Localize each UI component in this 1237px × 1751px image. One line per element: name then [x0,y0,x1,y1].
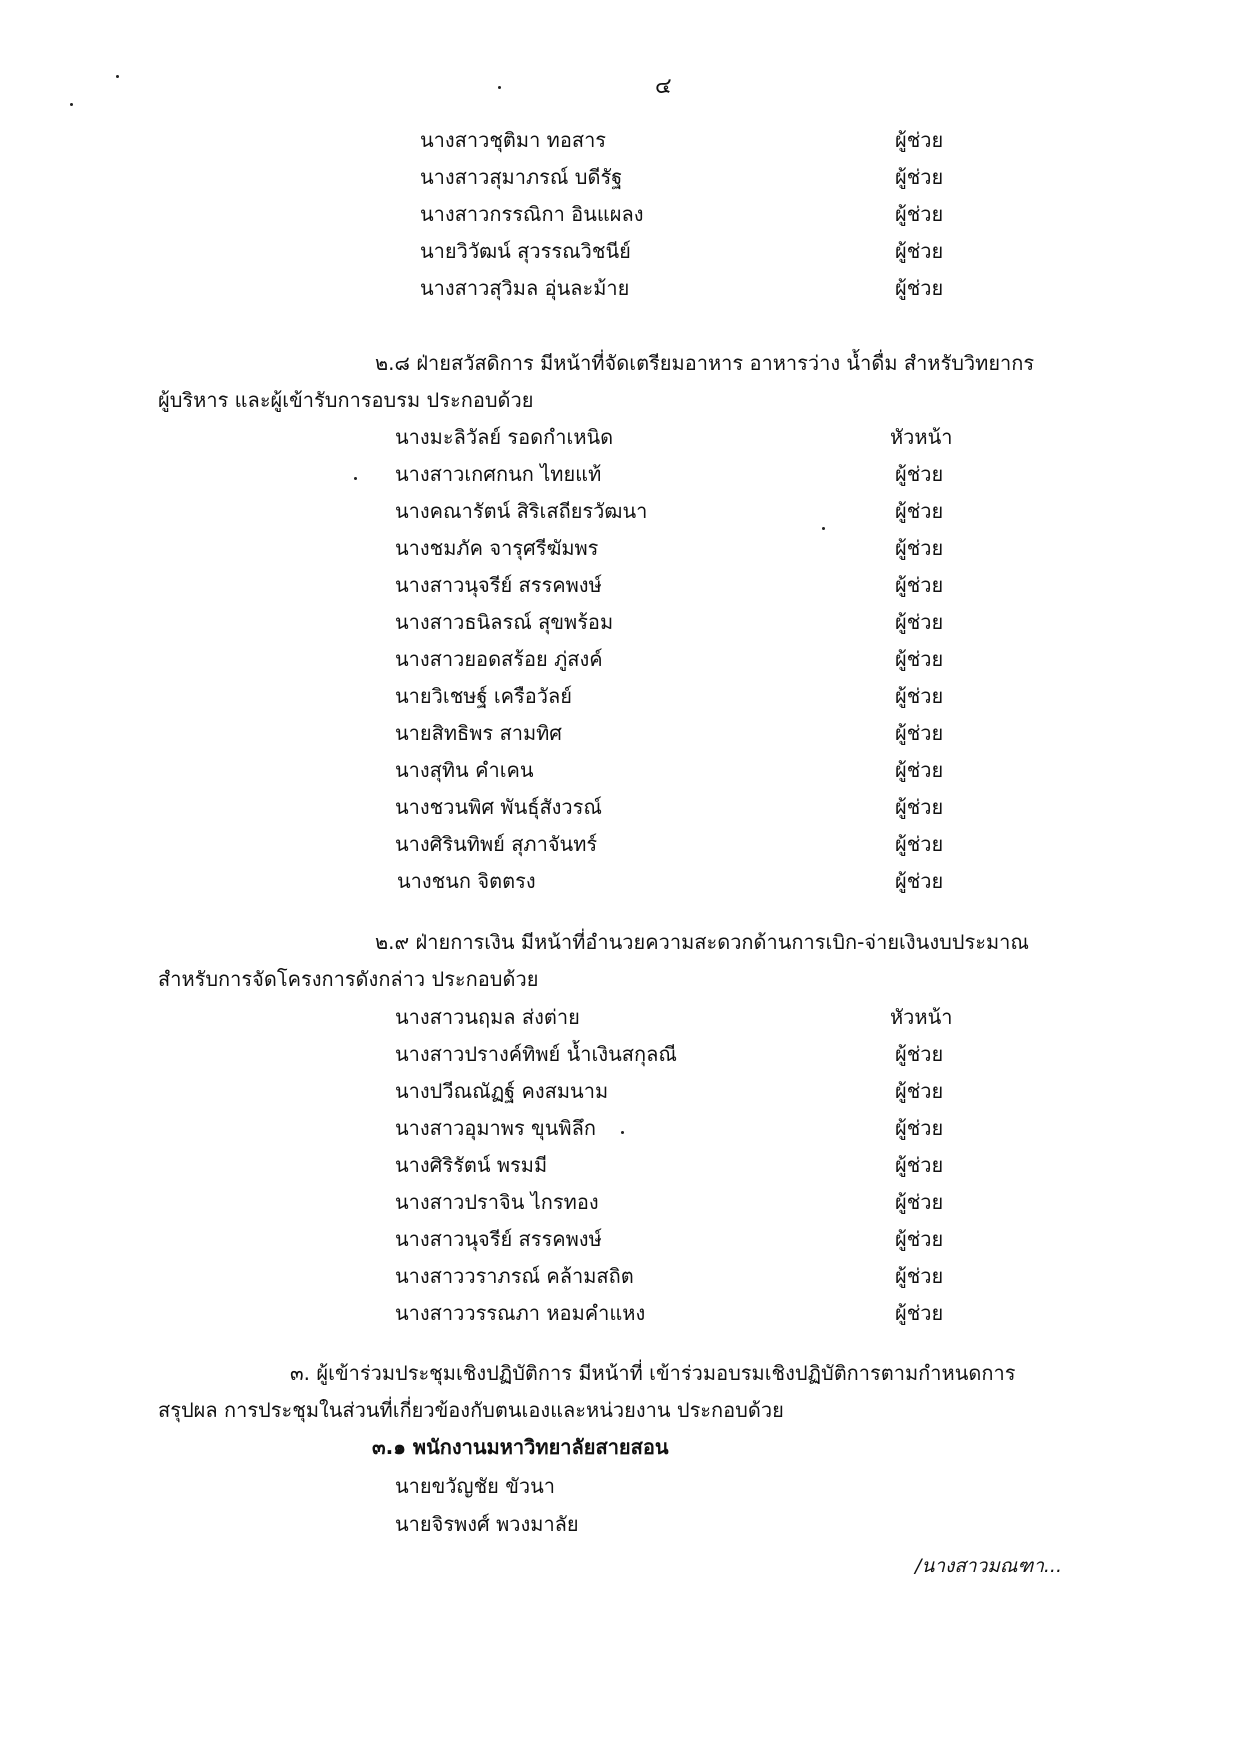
member-name: นางสาวปราจิน ไกรทอง [395,1190,599,1214]
member-role: ผู้ช่วย [895,165,944,189]
section-3-heading: ๓. ผู้เข้าร่วมประชุมเชิงปฏิบัติการ มีหน้าที่ เข้าร่วมอบรมเชิงปฏิบัติการตามกำหนดการ [290,1361,1016,1385]
list-item: นายขวัญชัย ขัวนา [395,1474,556,1498]
member-name: นางสาวชุติมา ทอสาร [420,128,607,152]
section-3-1-heading: ๓.๑ พนักงานมหาวิทยาลัยสายสอน [372,1435,669,1459]
list-item [0,754,1237,786]
member-name: นายสิทธิพร สามทิศ [395,721,563,745]
list-item [0,1186,1237,1218]
member-name: นายวิวัฒน์ สุวรรณวิชนีย์ [420,239,631,263]
member-role: ผู้ช่วย [895,1301,944,1325]
member-name: นางปวีณณัฏฐ์ คงสมนาม [395,1079,609,1103]
scan-speck [116,75,119,78]
list-item [0,1149,1237,1181]
member-name: นางคณารัตน์ สิริเสถียรวัฒนา [395,499,648,523]
member-name: นางสาวอุมาพร ขุนพิลึก [395,1116,596,1140]
member-role: ผู้ช่วย [895,499,944,523]
continuation-note: /นางสาวมณฑา... [915,1555,1062,1577]
member-name: นางสาววรรณภา หอมคำแหง [395,1301,646,1325]
member-name: นางชวนพิศ พันธุ์สังวรณ์ [395,795,602,819]
list-item [0,643,1237,675]
member-role: ผู้ช่วย [895,202,944,226]
list-item [0,791,1237,823]
list-item [0,272,1237,304]
list-item [0,458,1237,490]
member-name: นางสาวนุจรีย์ สรรคพงษ์ [395,1227,602,1251]
list-item [0,1038,1237,1070]
list-item [0,680,1237,712]
member-role: หัวหน้า [890,425,953,449]
list-item [0,1075,1237,1107]
list-item [0,124,1237,156]
list-item [0,161,1237,193]
member-role: ผู้ช่วย [895,1264,944,1288]
member-name: นางศิรินทิพย์ สุภาจันทร์ [395,832,598,856]
member-role: ผู้ช่วย [895,721,944,745]
member-name: นางสาวธนิลรณ์ สุขพร้อม [395,610,614,634]
member-name: นางสาวสุมาภรณ์ บดีรัฐ [420,165,623,189]
list-item [0,198,1237,230]
list-item [0,606,1237,638]
member-role: ผู้ช่วย [895,276,944,300]
member-role: หัวหน้า [890,1005,953,1029]
member-name: นางสาวกรรณิกา อินแผลง [420,202,644,226]
member-name: นายวิเชษฐ์ เครือวัลย์ [395,684,573,708]
member-role: ผู้ช่วย [895,1190,944,1214]
scan-speck [70,103,73,106]
list-item [0,1001,1237,1033]
scan-speck [498,86,501,89]
section-2-9-heading: ๒.๙ ฝ่ายการเงิน มีหน้าที่อำนวยความสะดวกด้านการเบิก-จ่ายเงินงบประมาณ [375,930,1029,954]
member-name: นางสาวปรางค์ทิพย์ น้ำเงินสกุลณี [395,1042,677,1066]
member-role: ผู้ช่วย [895,610,944,634]
member-role: ผู้ช่วย [895,832,944,856]
member-role: ผู้ช่วย [895,647,944,671]
section-2-8-heading: ๒.๘ ฝ่ายสวัสดิการ มีหน้าที่จัดเตรียมอาหาร อาหารว่าง น้ำดื่ม สำหรับวิทยากร [375,351,1035,375]
section-3-continuation: สรุปผล การประชุมในส่วนที่เกี่ยวข้องกับตนเองและหน่วยงาน ประกอบด้วย [158,1398,784,1422]
list-item [0,1297,1237,1329]
list-item [0,532,1237,564]
member-role: ผู้ช่วย [895,536,944,560]
list-item [0,495,1237,527]
member-role: ผู้ช่วย [895,239,944,263]
member-role: ผู้ช่วย [895,573,944,597]
member-role: ผู้ช่วย [895,1153,944,1177]
member-role: ผู้ช่วย [895,1079,944,1103]
list-item [0,1223,1237,1255]
list-item [0,569,1237,601]
section-2-8-continuation: ผู้บริหาร และผู้เข้ารับการอบรม ประกอบด้วย [158,388,534,412]
page-number: ๔ [655,74,672,99]
member-role: ผู้ช่วย [895,462,944,486]
scan-speck [354,477,357,480]
member-role: ผู้ช่วย [895,1227,944,1251]
list-item [0,421,1237,453]
member-name: นางสาวสุวิมล อุ่นละม้าย [420,276,630,300]
member-name: นางมะลิวัลย์ รอดกำเหนิด [395,425,614,449]
member-name: นางสาวเกศกนก ไทยแท้ [395,462,602,486]
member-role: ผู้ช่วย [895,684,944,708]
member-name: นางสาวนฤมล ส่งต่าย [395,1005,580,1029]
member-name: นางสาวนุจรีย์ สรรคพงษ์ [395,573,602,597]
member-role: ผู้ช่วย [895,758,944,782]
member-name: นางสุทิน คำเคน [395,758,534,782]
member-name: นางชมภัค จารุศรีฆัมพร [395,536,599,560]
member-role: ผู้ช่วย [895,1042,944,1066]
list-item [0,1112,1237,1144]
section-2-9-continuation: สำหรับการจัดโครงการดังกล่าว ประกอบด้วย [158,967,539,991]
list-item: นายจิรพงศ์ พวงมาลัย [395,1512,579,1536]
list-item [0,865,1237,897]
member-name: นางสาววราภรณ์ คล้ามสถิต [395,1264,634,1288]
member-role: ผู้ช่วย [895,869,944,893]
member-role: ผู้ช่วย [895,128,944,152]
list-item [0,828,1237,860]
member-name: นางศิริรัตน์ พรมมี [395,1153,548,1177]
scan-speck [822,527,825,530]
member-name: นางสาวยอดสร้อย ภู่สงค์ [395,647,603,671]
member-role: ผู้ช่วย [895,1116,944,1140]
list-item [0,717,1237,749]
list-item [0,235,1237,267]
member-role: ผู้ช่วย [895,795,944,819]
scan-speck [621,1131,624,1134]
list-item [0,1260,1237,1292]
member-name: นางชนก จิตตรง [397,869,536,893]
